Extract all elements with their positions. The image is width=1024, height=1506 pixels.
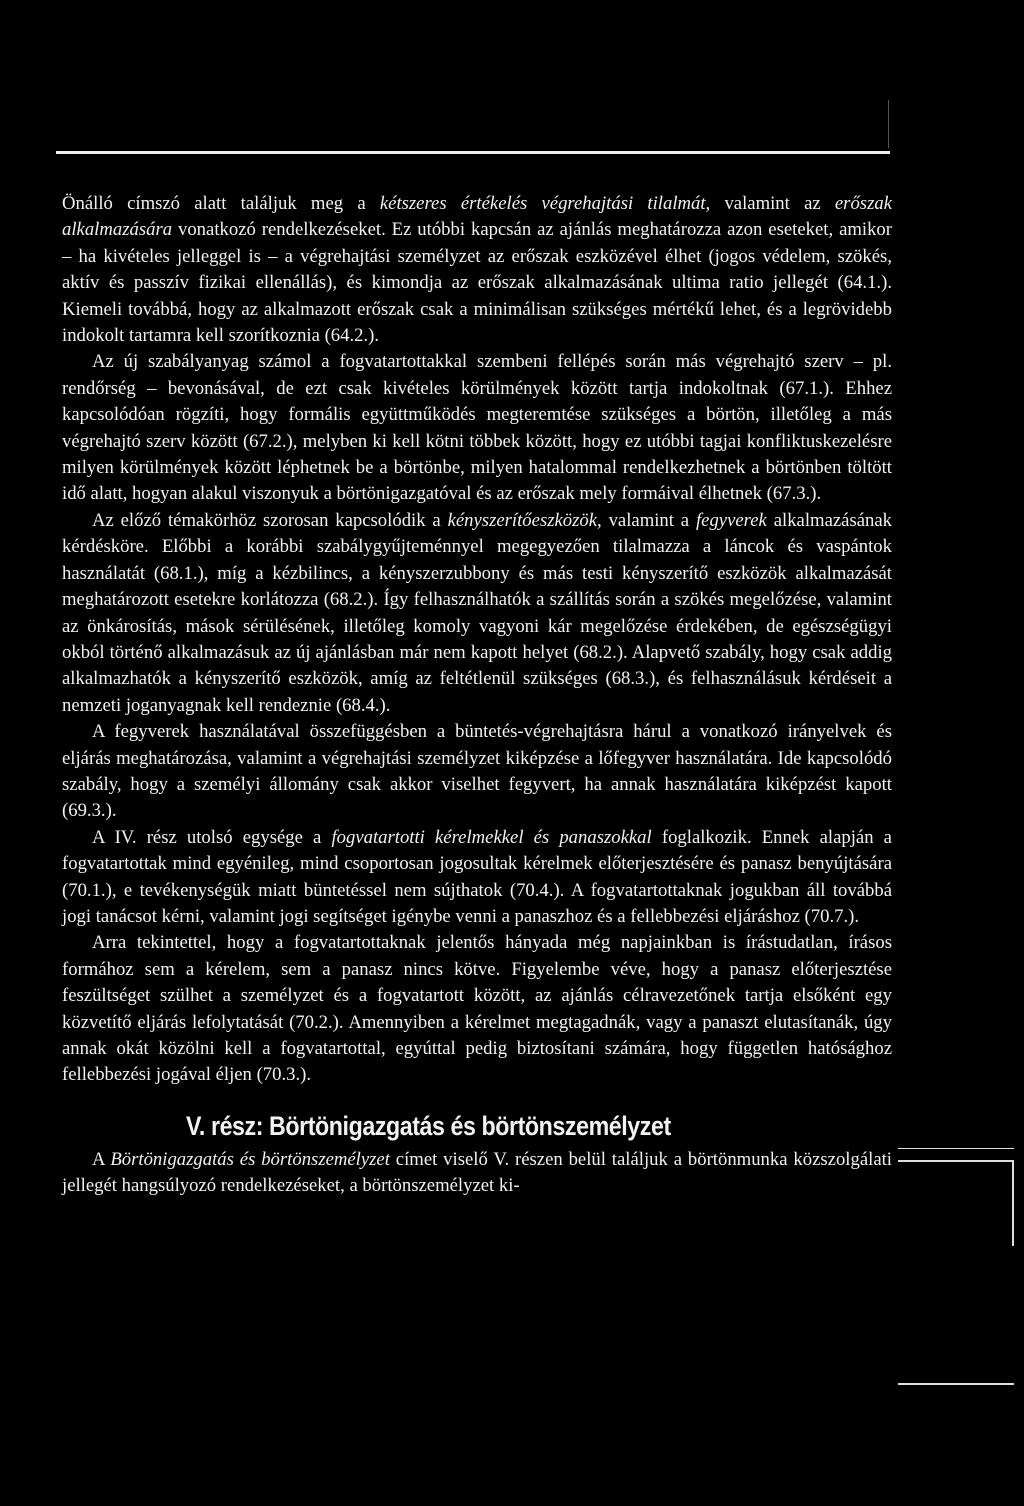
section-heading: V. rész: Börtönigazgatás és börtönszemélyzet [186, 1110, 671, 1141]
paragraph [62, 508, 892, 719]
text-run: Önálló címszó alatt találjuk meg a [62, 193, 380, 214]
text-run: A fegyverek használatával összefüggésben a büntetés-végrehajtásra hárul a vonatkozó irányelvek és eljárás meghatározása, valamint a végrehajtási személyzet kiképzése a lőfegyver használatára. Ide kapcsolódó szabály, hogy a személyi állomány csak akkor viselhet fegyvert, ha annak használatára kiképzést kapott (69.3.). [62, 721, 892, 822]
italic-text: Börtönigazgatás és börtönszemélyzet [110, 1148, 390, 1170]
text-run: A [92, 1148, 111, 1170]
text-run: A IV. rész utolsó egysége a [92, 826, 332, 848]
paragraph [62, 191, 892, 349]
italic-text: fogvatartotti kérelmekkel és panaszokkal [331, 826, 652, 848]
italic-text: erőszak alkalmazására [62, 193, 892, 241]
paragraphs [62, 191, 892, 1089]
text-run: címet viselő V. részen belül találjuk a börtönmunka közszolgálati jellegét hangsúlyozó rendelkezéseket, a börtönszemélyzet ki- [62, 1148, 893, 1197]
final-paragraph-container [62, 1147, 892, 1200]
paragraph [62, 349, 892, 507]
final-paragraph [62, 1147, 892, 1200]
text-run: Az új szabályanyag számol a fogvatartottakkal szembeni fellépés során más végrehajtó szerv – pl. rendőrség – bevonásával, de ezt csak kivételes körülmények között tartja indokoltnak (67.1.). Ehhez kapcsolódóan rögzíti, hogy formális együttműködés megteremtése szükséges a börtön, illetőleg a más végrehajtó szerv között (67.2.), melyben ki kell kötni többek között, hogy ez utóbbi tagjai konfliktuskezelésre milyen körülmények között léphetnek be a börtönbe, milyen hatalommal rendelkezhetnek a börtönben töltött idő alatt, hogyan alakul viszonyuk a börtönigazgatóval és az erőszak mely formáival élhetnek (67.3.). [62, 351, 892, 505]
italic-text: kétszeres értékelés végrehajtási tilalmát, [379, 193, 711, 214]
text-run: vonatkozó rendelkezéseket. Ez utóbbi kapcsán az ajánlás meghatározza azon eseteket, amikor – ha kivételes jelleggel is – a végrehajtási személyzet az erőszak eszközével élhet (jogos védelem, szökés, aktív és passzív fizikai ellenállás), és kimondja az erőszak alkalmazásának ultima ratio jellegét (64.1.). Kiemeli továbbá, hogy az alkalmazott erőszak csak a minimálisan szükséges mértékű lehet, és a legrövidebb indokolt tartamra kell szorítkoznia (64.2.). [62, 219, 892, 347]
edge-tick [888, 100, 889, 148]
italic-text: kényszerítőeszközök, [447, 509, 602, 531]
italic-text: fegyverek [695, 509, 767, 531]
text-run: foglalkozik. Ennek alapján a fogvatartottak mind egyénileg, mind csoportosan jogosultak kérelmek előterjesztésére és panasz benyújtására (70.1.), e tevékenységük miatt büntetéssel nem sújthatok (70.4.). A fogvatartottaknak jogukban áll továbbá jogi tanácsot kérni, valamint jogi segítséget igénybe venni a panaszhoz és a fellebbezési eljáráshoz (70.7.). [62, 826, 892, 927]
side-frame-inner [898, 1160, 1014, 1246]
top-rule [56, 151, 890, 154]
text-run: valamint a [601, 509, 696, 531]
page-body [62, 191, 892, 1200]
text-run: Arra tekintettel, hogy a fogvatartottaknak jelentős hányada még napjainkban is írástudatlan, írásos formához sem a kérelem, sem a panasz nincs kötve. Figyelembe véve, hogy a panasz előterjesztése feszültséget szülhet a személyzet és a fogvatartott között, az ajánlás célravezetőnek tartja elsőként egy közvetítő eljárás lefolytatását (70.2.). Amennyiben a kérelmet megtagadnák, vagy a panaszt elutasítanák, úgy annak okát közölni kell a fogvatartottal, egyúttal pedig biztosítani számára, hogy független hatósághoz fellebbezési jogával éljen (70.3.). [62, 932, 892, 1086]
paragraph [62, 930, 892, 1088]
paragraph [62, 719, 892, 825]
paragraph [62, 825, 892, 931]
text-run: valamint az [710, 193, 835, 214]
text-run: alkalmazásának kérdésköre. Előbbi a korábbi szabálygyűjteménnyel megegyezően tilalmazza a láncok és vaspántok használatát (68.1.), míg a kézbilincs, a kényszerzubbony és más testi kényszerítő eszközök alkalmazását meghatározott esetekre korlátozza (68.2.). Így felhasználhatók a szállítás során a szökés megelőzése, valamint az önkárosítás, mások sérülésének, illetőleg komoly vagyoni kár megelőzése érdekében, de egészségügyi okból történő alkalmazásuk az új ajánlásban már nem kapott helyet (68.2.). Alapvető szabály, hogy csak addig alkalmazhatók a kényszerítő eszközök, amíg az feltétlenül szükséges (68.3.), és felhasználásuk kérdéseit a nemzeti joganyagnak kell rendeznie (68.4.). [62, 509, 892, 716]
text-run: Az előző témakörhöz szorosan kapcsolódik a [92, 509, 448, 531]
